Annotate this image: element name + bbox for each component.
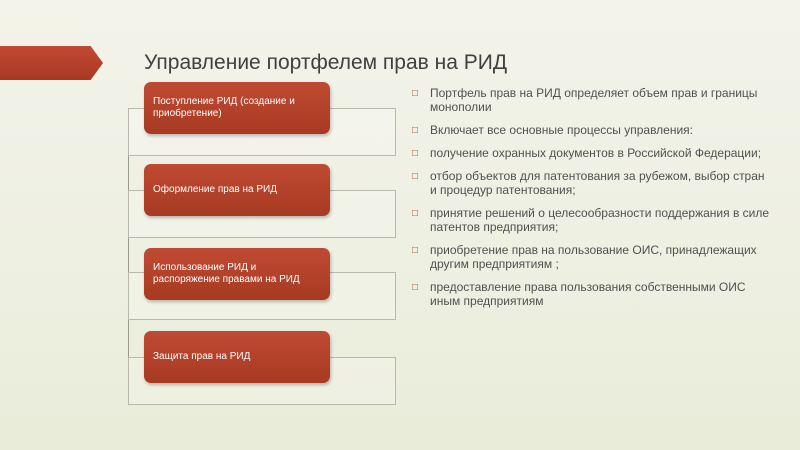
diagram-box-3 — [144, 248, 330, 300]
square-bullet-icon: □ — [412, 208, 419, 219]
bullet-item — [412, 280, 772, 308]
bullet-item — [412, 123, 772, 137]
bullet-text: приобретение прав на пользование ОИС, принадлежащих другим предприятиям ; — [430, 243, 757, 271]
slide-title: Управление портфелем прав на РИД — [144, 51, 508, 74]
bullet-item — [412, 206, 772, 234]
bullet-text: принятие решений о целесообразности поддержания в силе патентов предприятия; — [430, 206, 770, 234]
square-bullet-icon: □ — [412, 148, 419, 159]
bullet-text: получение охранных документов в Российской Федерации; — [430, 146, 762, 160]
square-bullet-icon: □ — [412, 282, 419, 293]
bullet-item — [412, 169, 772, 197]
square-bullet-icon: □ — [412, 171, 419, 182]
diagram-box-4 — [144, 331, 330, 383]
diagram-box-3-label: Использование РИД и распоряжение правами на РИД — [153, 262, 300, 285]
square-bullet-icon: □ — [412, 125, 419, 136]
bullet-text: отбор объектов для патентования за рубежом, выбор стран и процедур патентования; — [430, 169, 765, 197]
bullet-text: Портфель прав на РИД определяет объем прав и границы монополии — [430, 86, 758, 114]
diagram-box-2 — [144, 164, 330, 216]
bullet-item — [412, 146, 772, 160]
bullet-list — [412, 86, 772, 317]
square-bullet-icon: □ — [412, 245, 419, 256]
bullet-item — [412, 243, 772, 271]
title-accent-bar — [0, 46, 103, 80]
bullet-text: Включает все основные процессы управления: — [430, 123, 694, 137]
diagram-box-1 — [144, 82, 330, 134]
bullet-item — [412, 86, 772, 114]
square-bullet-icon: □ — [412, 88, 419, 99]
bullet-text: предоставление права пользования собственными ОИС иным предприятиям — [430, 280, 746, 308]
diagram-box-1-label: Поступление РИД (создание и приобретение) — [153, 96, 295, 119]
diagram-box-4-label: Защита прав на РИД — [153, 351, 251, 362]
diagram-box-2-label: Оформление прав на РИД — [153, 184, 277, 195]
